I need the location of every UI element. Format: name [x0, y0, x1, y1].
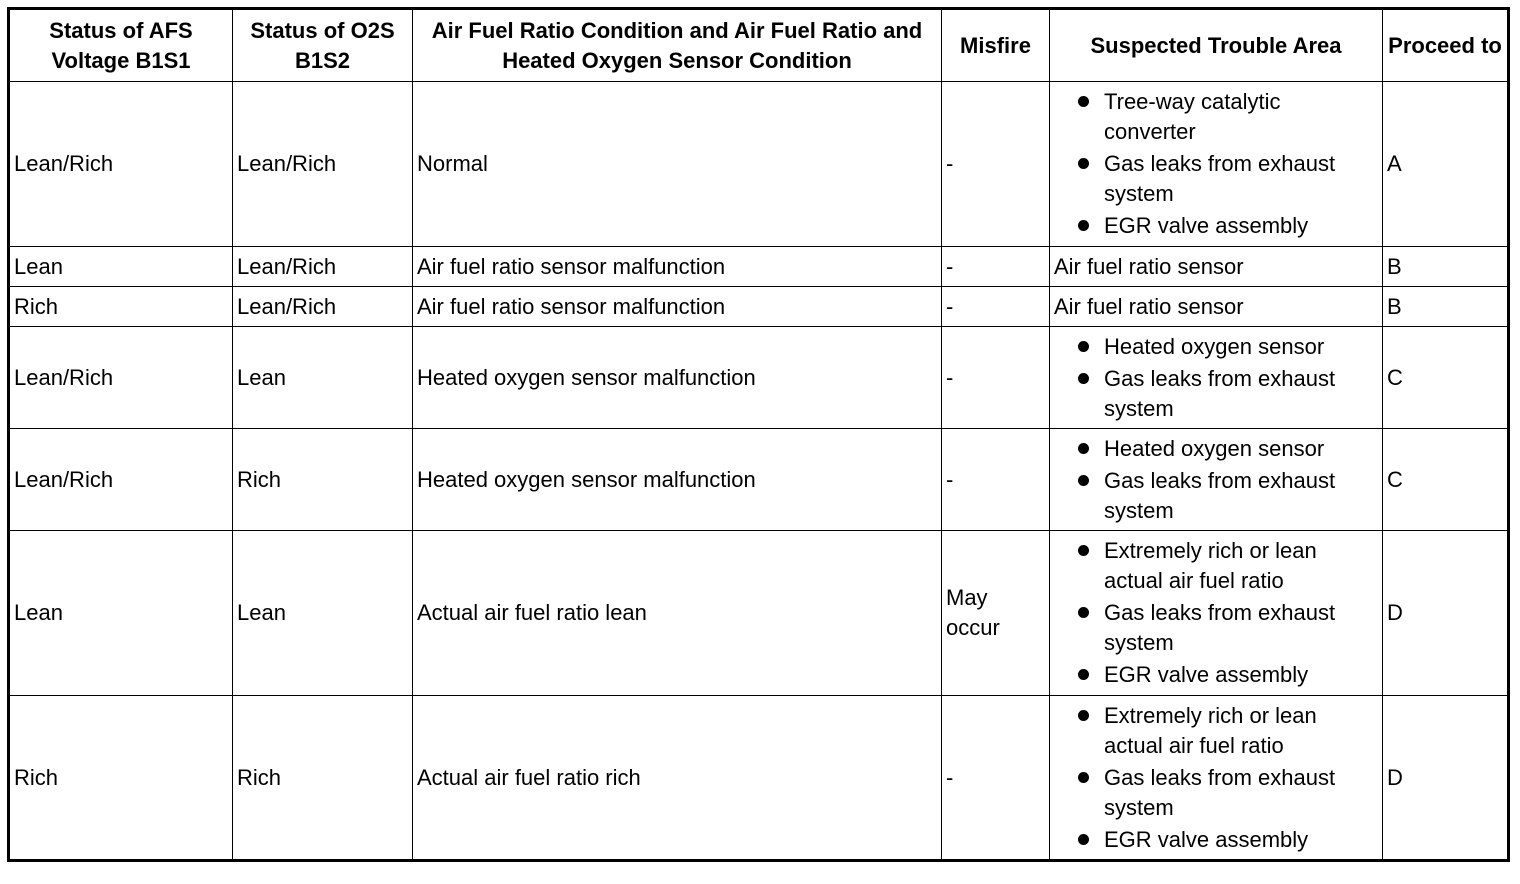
condition-cell: Normal: [413, 82, 942, 247]
trouble-area-cell: [1050, 531, 1383, 696]
list-item: Gas leaks from exhaust system: [1078, 598, 1378, 658]
header-misfire: Misfire: [942, 9, 1050, 82]
table-row: [9, 82, 1509, 247]
header-condition: Air Fuel Ratio Condition and Air Fuel Ratio and Heated Oxygen Sensor Condition: [413, 9, 942, 82]
o2s-status-cell: Rich: [233, 696, 413, 861]
trouble-area-cell: Air fuel ratio sensor: [1050, 287, 1383, 327]
condition-cell: Heated oxygen sensor malfunction: [413, 429, 942, 531]
list-item: Tree-way catalytic converter: [1078, 87, 1378, 147]
misfire-cell: -: [942, 429, 1050, 531]
list-item: Gas leaks from exhaust system: [1078, 763, 1378, 823]
trouble-area-cell: [1050, 327, 1383, 429]
trouble-area-list: [1054, 87, 1378, 241]
list-item: Gas leaks from exhaust system: [1078, 364, 1378, 424]
condition-cell: Air fuel ratio sensor malfunction: [413, 287, 942, 327]
proceed-cell: D: [1383, 531, 1509, 696]
list-item: EGR valve assembly: [1078, 825, 1378, 855]
header-o2s-status: Status of O2S B1S2: [233, 9, 413, 82]
table-row: [9, 696, 1509, 861]
list-item: Extremely rich or lean actual air fuel ratio: [1078, 536, 1378, 596]
proceed-cell: B: [1383, 287, 1509, 327]
table-row: [9, 531, 1509, 696]
misfire-cell: -: [942, 82, 1050, 247]
afs-status-cell: Lean/Rich: [9, 82, 233, 247]
table-row: [9, 287, 1509, 327]
afs-status-cell: Lean: [9, 247, 233, 287]
proceed-cell: C: [1383, 327, 1509, 429]
misfire-cell: May occur: [942, 531, 1050, 696]
trouble-area-cell: [1050, 82, 1383, 247]
afs-status-cell: Rich: [9, 696, 233, 861]
table-row: [9, 247, 1509, 287]
trouble-area-cell: Air fuel ratio sensor: [1050, 247, 1383, 287]
misfire-cell: -: [942, 327, 1050, 429]
list-item: Heated oxygen sensor: [1078, 434, 1378, 464]
trouble-area-list: [1054, 434, 1378, 526]
proceed-cell: D: [1383, 696, 1509, 861]
o2s-status-cell: Lean/Rich: [233, 82, 413, 247]
header-proceed-to: Proceed to: [1383, 9, 1509, 82]
list-item: EGR valve assembly: [1078, 211, 1378, 241]
condition-cell: Air fuel ratio sensor malfunction: [413, 247, 942, 287]
list-item: Gas leaks from exhaust system: [1078, 466, 1378, 526]
table-row: [9, 429, 1509, 531]
proceed-cell: A: [1383, 82, 1509, 247]
trouble-area-list: [1054, 701, 1378, 855]
header-afs-status: Status of AFS Voltage B1S1: [9, 9, 233, 82]
proceed-cell: C: [1383, 429, 1509, 531]
condition-cell: Actual air fuel ratio rich: [413, 696, 942, 861]
trouble-area-cell: [1050, 429, 1383, 531]
o2s-status-cell: Rich: [233, 429, 413, 531]
proceed-cell: B: [1383, 247, 1509, 287]
misfire-cell: -: [942, 287, 1050, 327]
diagnostic-table: [7, 7, 1510, 862]
condition-cell: Actual air fuel ratio lean: [413, 531, 942, 696]
o2s-status-cell: Lean/Rich: [233, 247, 413, 287]
header-trouble-area: Suspected Trouble Area: [1050, 9, 1383, 82]
header-row: [9, 9, 1509, 82]
o2s-status-cell: Lean: [233, 327, 413, 429]
trouble-area-cell: [1050, 696, 1383, 861]
table-row: [9, 327, 1509, 429]
afs-status-cell: Rich: [9, 287, 233, 327]
misfire-cell: -: [942, 696, 1050, 861]
list-item: Heated oxygen sensor: [1078, 332, 1378, 362]
condition-cell: Heated oxygen sensor malfunction: [413, 327, 942, 429]
trouble-area-list: [1054, 332, 1378, 424]
o2s-status-cell: Lean: [233, 531, 413, 696]
trouble-area-list: [1054, 536, 1378, 690]
list-item: Extremely rich or lean actual air fuel ratio: [1078, 701, 1378, 761]
afs-status-cell: Lean: [9, 531, 233, 696]
list-item: Gas leaks from exhaust system: [1078, 149, 1378, 209]
misfire-cell: -: [942, 247, 1050, 287]
afs-status-cell: Lean/Rich: [9, 429, 233, 531]
o2s-status-cell: Lean/Rich: [233, 287, 413, 327]
afs-status-cell: Lean/Rich: [9, 327, 233, 429]
list-item: EGR valve assembly: [1078, 660, 1378, 690]
